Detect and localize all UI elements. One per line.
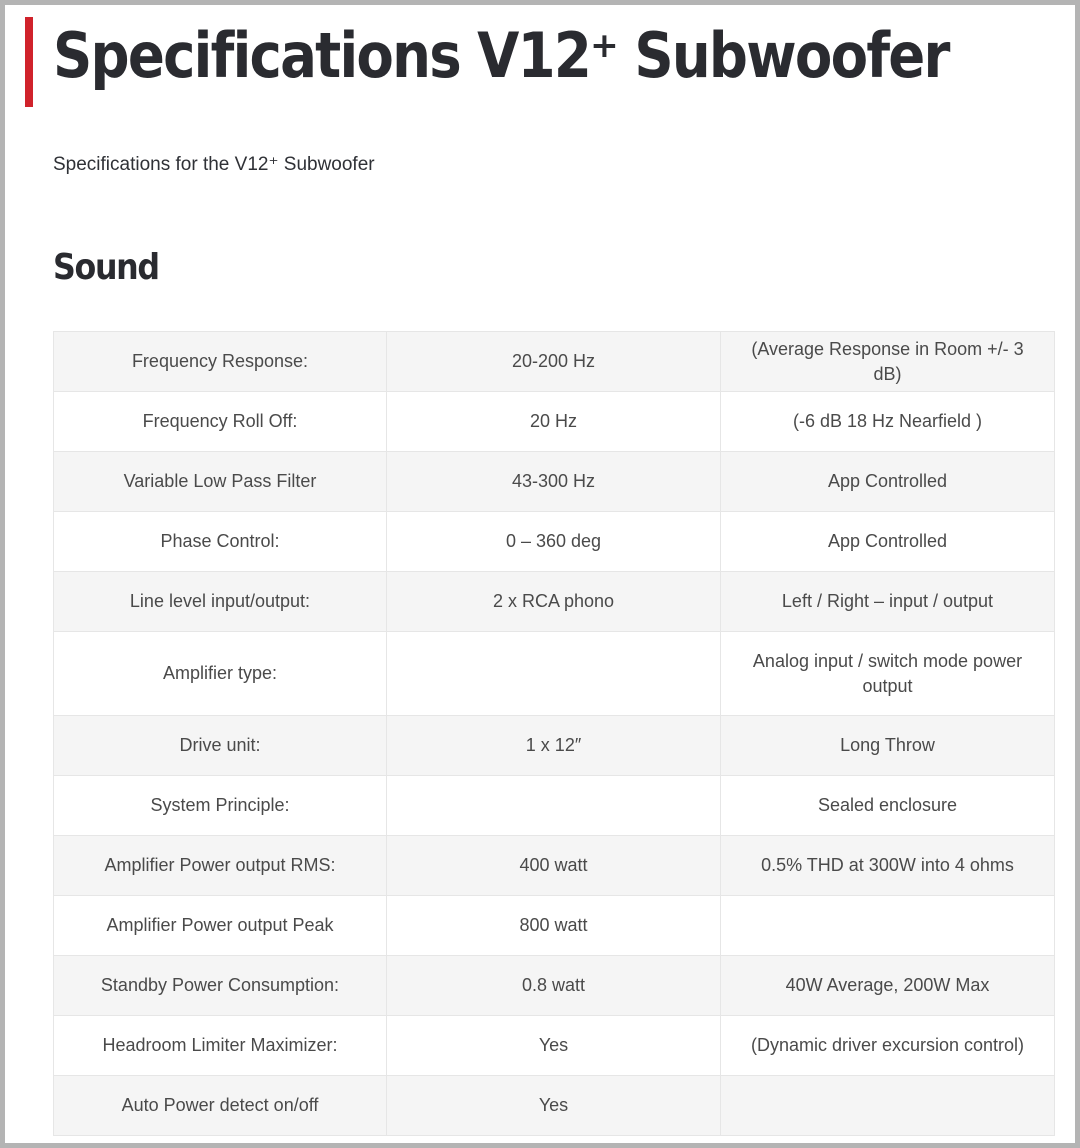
spec-label: Amplifier Power output Peak <box>54 896 387 956</box>
table-row <box>54 512 1055 572</box>
spec-value: 1 x 12″ <box>387 716 721 776</box>
spec-note: Long Throw <box>721 716 1055 776</box>
spec-label: Drive unit: <box>54 716 387 776</box>
spec-value: Yes <box>387 1016 721 1076</box>
spec-note: App Controlled <box>721 512 1055 572</box>
spec-label: Auto Power detect on/off <box>54 1076 387 1136</box>
table-row <box>54 572 1055 632</box>
table-row <box>54 956 1055 1016</box>
spec-label: Headroom Limiter Maximizer: <box>54 1016 387 1076</box>
spec-note: Left / Right – input / output <box>721 572 1055 632</box>
table-row <box>54 452 1055 512</box>
spec-label: Amplifier type: <box>54 632 387 716</box>
spec-value: Yes <box>387 1076 721 1136</box>
spec-note <box>721 896 1055 956</box>
spec-note: Analog input / switch mode power output <box>721 632 1055 716</box>
spec-note: (Average Response in Room +/- 3 dB) <box>721 332 1055 392</box>
spec-value: 2 x RCA phono <box>387 572 721 632</box>
spec-label: Line level input/output: <box>54 572 387 632</box>
spec-label: Amplifier Power output RMS: <box>54 836 387 896</box>
table-row <box>54 836 1055 896</box>
spec-value: 20 Hz <box>387 392 721 452</box>
table-row <box>54 392 1055 452</box>
spec-label: Standby Power Consumption: <box>54 956 387 1016</box>
spec-value: 0 – 360 deg <box>387 512 721 572</box>
table-row <box>54 776 1055 836</box>
table-row <box>54 1076 1055 1136</box>
table-row <box>54 716 1055 776</box>
spec-value: 43-300 Hz <box>387 452 721 512</box>
spec-note: App Controlled <box>721 452 1055 512</box>
spec-table <box>53 331 1055 1136</box>
spec-value <box>387 632 721 716</box>
spec-note: (Dynamic driver excursion control) <box>721 1016 1055 1076</box>
spec-note: Sealed enclosure <box>721 776 1055 836</box>
spec-label: Phase Control: <box>54 512 387 572</box>
spec-note <box>721 1076 1055 1136</box>
spec-note: 40W Average, 200W Max <box>721 956 1055 1016</box>
section-heading-sound: Sound <box>53 247 159 288</box>
spec-value: 800 watt <box>387 896 721 956</box>
spec-label: System Principle: <box>54 776 387 836</box>
page-title: Specifications V12⁺ Subwoofer <box>53 19 949 92</box>
spec-value: 400 watt <box>387 836 721 896</box>
spec-note: (-6 dB 18 Hz Nearfield ) <box>721 392 1055 452</box>
spec-value: 20-200 Hz <box>387 332 721 392</box>
spec-label: Variable Low Pass Filter <box>54 452 387 512</box>
table-row <box>54 896 1055 956</box>
spec-value <box>387 776 721 836</box>
table-row <box>54 1016 1055 1076</box>
spec-value: 0.8 watt <box>387 956 721 1016</box>
table-row <box>54 332 1055 392</box>
spec-label: Frequency Roll Off: <box>54 392 387 452</box>
spec-note: 0.5% THD at 300W into 4 ohms <box>721 836 1055 896</box>
page-subtitle: Specifications for the V12⁺ Subwoofer <box>53 154 375 175</box>
spec-label: Frequency Response: <box>54 332 387 392</box>
table-row <box>54 632 1055 716</box>
title-accent-bar <box>25 17 33 107</box>
